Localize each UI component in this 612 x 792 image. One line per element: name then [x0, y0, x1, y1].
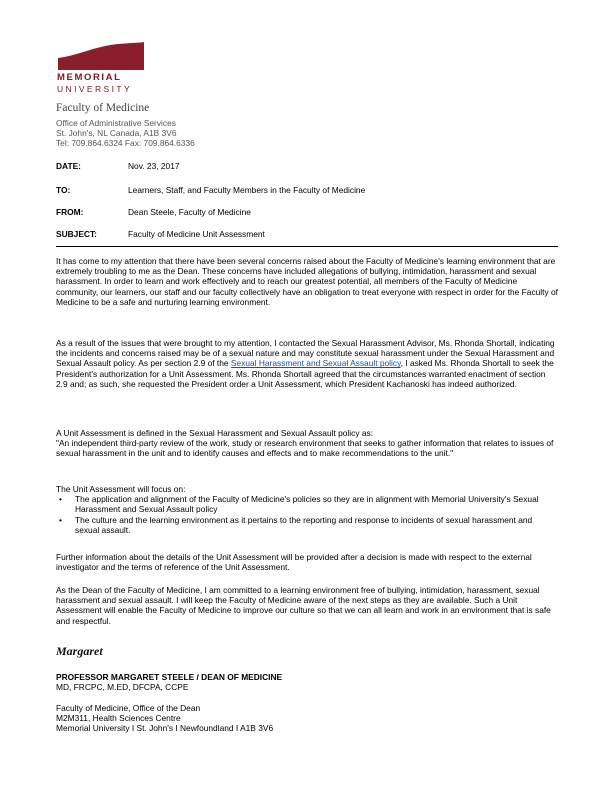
paragraph-commitment	[56, 585, 558, 626]
list-item	[56, 494, 558, 514]
office-address	[56, 118, 195, 148]
paragraph-sexual-harassment-advisor	[56, 338, 558, 389]
signatory-block	[56, 672, 282, 692]
logo-wordmark-university: UNIVERSITY	[57, 84, 133, 94]
paragraph-text: As the Dean of the Faculty of Medicine, I am committed to a learning environment free of bullying, intimidation, harassment, sexual harassment and sexual assault. I will keep the Faculty of Medicine aware of the next steps as they are available. Such a Unit Assessment will enable the Faculty of Medicine to improve our culture so that we can all learn and work in an environment that is safe and respectful.	[56, 585, 551, 626]
paragraph-text: Further information about the details of the Unit Assessment will be provided after a decision is made with respect to the external investigator and the terms of reference of the Unit Assessment.	[56, 552, 532, 573]
memo-subject-value: Faculty of Medicine Unit Assessment	[128, 229, 265, 239]
address-line: Memorial University I St. John's I Newfoundland I A1B 3V6	[56, 723, 274, 734]
signatory-credentials: MD, FRCPC, M.ED, DFCPA, CCPE	[56, 682, 189, 693]
bullet-icon: •	[59, 494, 62, 505]
office-line: Office of Administrative Services	[56, 118, 176, 128]
handwritten-signature: Margaret	[56, 644, 103, 658]
definition-intro: A Unit Assessment is defined in the Sexual Harassment and Sexual Assault policy as:	[56, 428, 374, 438]
focus-list	[56, 494, 558, 535]
paragraph-concerns	[56, 256, 558, 307]
list-item-text: The application and alignment of the Faculty of Medicine's policies so they are in alignment with Memorial University's Sexual Harassment and Sexual Assault policy	[75, 494, 539, 515]
address-line: M2M311, Health Sciences Centre	[56, 713, 181, 724]
paragraph-text-part: , I asked Ms. Rhonda Shortall to seek the President's authorization for a Unit Assessment. Ms. Rhonda Shortall agreed that the circumstances warranted enactment of section 2.9 and; as such, she requested the President order a Unit Assessment, which President Kachanoski has indeed authorized.	[56, 358, 554, 389]
memo-date-label: DATE:	[56, 161, 81, 171]
paragraph-text	[56, 338, 558, 389]
sexual-harassment-policy-link[interactable]: Sexual Harassment and Sexual Assault policy	[230, 358, 401, 369]
paragraph-text-part: As a result of the issues that were brought to my attention, I contacted the Sexual Harassment Advisor, Ms. Rhonda Shortall, indicating the incidents and concerns raised may be of a sexual nature and may constitute sexual harassment under the Sexual Harassment and Sexual Assault policy. As per section 2.9 of the	[56, 338, 555, 369]
focus-intro: The Unit Assessment will focus on:	[56, 484, 186, 494]
definition-quote: "An independent third-party review of the work, study or research environment that seeks to gather information that relates to issues of sexual harassment in the unit and to identify causes and effects and to make recommendations to the unit."	[56, 438, 554, 459]
logo-banner-shape	[58, 42, 144, 70]
office-line: Tel: 709.864.6324 Fax: 709.864.6336	[56, 138, 195, 148]
faculty-name: Faculty of Medicine	[56, 102, 150, 114]
memo-date-value: Nov. 23, 2017	[128, 161, 180, 171]
paragraph-further-information	[56, 552, 558, 572]
dean-office-address	[56, 703, 273, 734]
list-item-text: The culture and the learning environment as it pertains to the reporting and response to incidents of sexual harassment and sexual assault.	[75, 514, 533, 535]
memo-from-value: Dean Steele, Faculty of Medicine	[128, 207, 251, 217]
signatory-name-title: PROFESSOR MARGARET STEELE / DEAN OF MEDICINE	[56, 672, 283, 682]
memo-to-label: TO:	[56, 185, 71, 195]
list-item	[56, 515, 558, 535]
logo-wordmark-memorial: MEMORIAL	[57, 72, 122, 83]
memo-to-value: Learners, Staff, and Faculty Members in the Faculty of Medicine	[128, 185, 366, 195]
paragraph-text: It has come to my attention that there have been several concerns raised about the Faculty of Medicine's learning environment that are extremely troubling to me as the Dean. These concerns have included allegations of bullying, intimidation, harassment and sexual harassment. In order to learn and work effectively and to reach our greatest potential, all members of the Faculty of Medicine community, our learners, our staff and our faculty collectively have an obligation to treat everyone with respect in order for the Faculty of Medicine to be a safe and nurturing learning environment.	[56, 256, 558, 307]
focus-section	[56, 484, 558, 535]
bullet-icon: •	[59, 514, 62, 525]
paragraph-unit-assessment-definition	[56, 428, 558, 459]
memo-subject-label: SUBJECT:	[56, 229, 97, 239]
memo-from-label: FROM:	[56, 207, 84, 217]
office-line: St. John's, NL Canada, A1B 3V6	[56, 128, 177, 138]
header-divider	[56, 246, 558, 247]
address-line: Faculty of Medicine, Office of the Dean	[56, 703, 201, 713]
